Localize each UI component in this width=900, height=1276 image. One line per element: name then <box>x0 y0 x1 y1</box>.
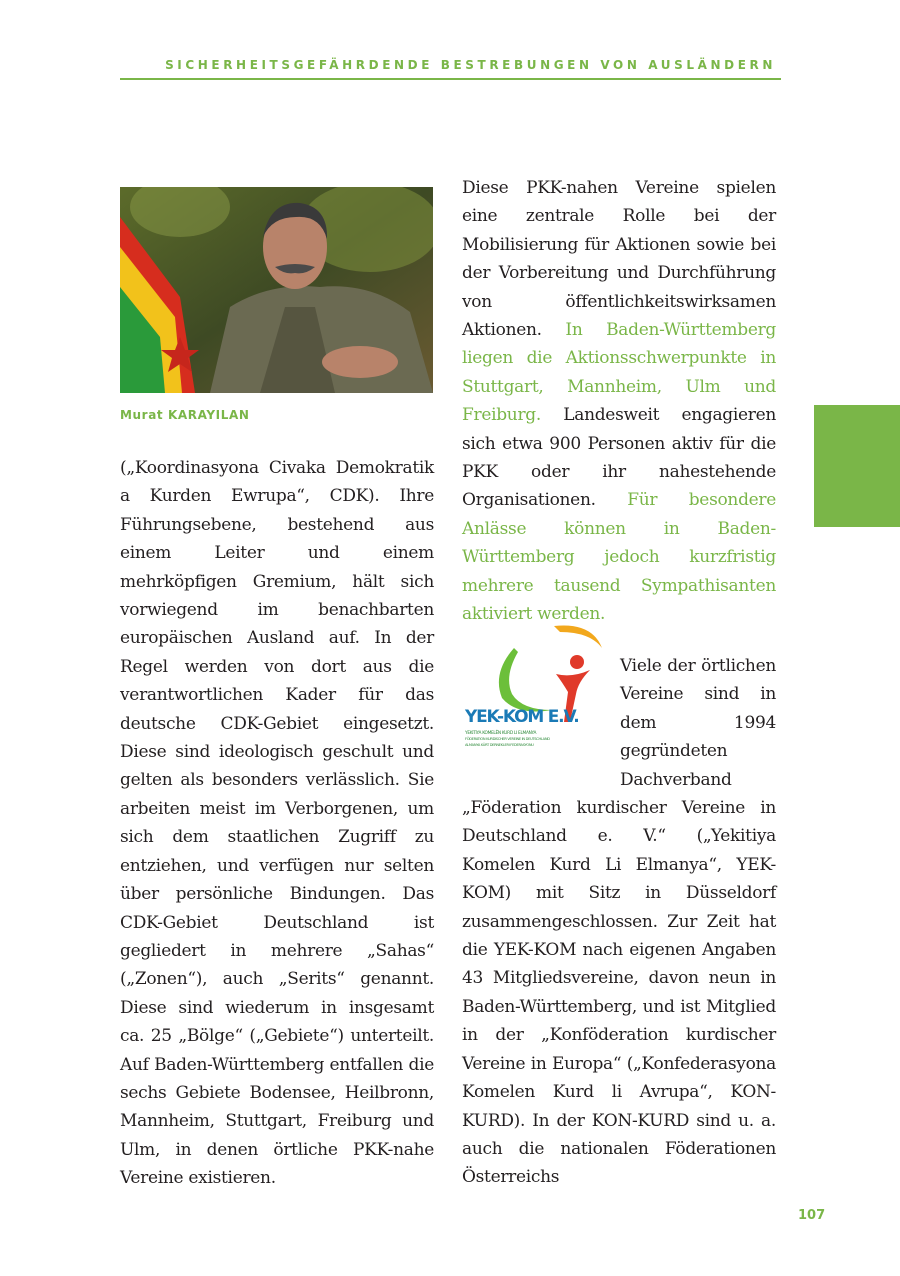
portrait-photo <box>120 187 433 393</box>
right-column-paragraph-1 <box>462 174 776 629</box>
para2-text: Viele der örtlichen Vereine sind in dem 1994 gegründeten Dachverband „Föderation kurdischer Vereine in Deutschland e. V.“ („Yekitiya Komelen Kurd Li Elmanya“, YEK-KOM) mit Sitz in Düsseldorf zusammengeschlossen. Zur Zeit hat die YEK-KOM nach eigenen Angaben 43 Mitgliedsvereine, davon neun in Baden-Württemberg, und ist Mitglied in der „Konföderation kurdischer Vereine in Europa“ („Konfederasyona Komelen Kurd li Avrupa“, KON-KURD). In der KON-KURD sind u. a. auch die nationalen Föderationen Österreichs <box>462 656 776 1188</box>
para1-sentence-1: Diese PKK-nahen Vereine spielen eine zentrale Rolle bei der Mobilisierung für Aktionen sowie bei der Vorbereitung und Durchführung von öffentlichkeitswirksamen Aktionen. <box>462 178 776 341</box>
para1-highlight-2: Für besondere Anlässe können in Baden-Württemberg jedoch kurzfristig mehrere tausend Sympathisanten aktiviert werden. <box>462 490 777 625</box>
page-number: 107 <box>798 1208 826 1223</box>
logo-line-1: YEKITIYA KOMELÊN KURD LI ELMANYA <box>465 731 537 736</box>
left-column-text: („Koordinasyona Civaka Demokratik a Kurden Ewrupa“, CDK). Ihre Führungsebene, bestehend aus einem Leiter und einem mehrköpfigen Gremium, hält sich vorwiegend im benachbarten europäischen Ausland auf. In der Regel werden von dort aus die verantwortlichen Kader für das deutsche CDK-Gebiet eingesetzt. Diese sind ideologisch geschult und gelten als besonders verlässlich. Sie arbeiten meist im Verborgenen, um sich dem staatlichen Zugriff zu entziehen, und verfügen nur selten über persönliche Bindungen. Das CDK-Gebiet Deutschland ist gegliedert in mehrere „Sahas“ („Zonen“), auch „Serits“ genannt. Diese sind wiederum in insgesamt ca. 25 „Bölge“ („Gebiete“) unterteilt. Auf Baden-Württemberg entfallen die sechs Gebiete Bodensee, Heilbronn, Mannheim, Stuttgart, Freiburg und Ulm, in denen örtliche PKK-nahe Vereine existieren. <box>120 458 434 1189</box>
header-rule <box>120 78 781 80</box>
running-header: SICHERHEITSGEFÄHRDENDE BESTREBUNGEN VON AUSLÄNDERN <box>165 58 776 72</box>
yek-kom-logo <box>462 618 610 766</box>
para1-highlight-1: In Baden-Württemberg liegen die Aktionsschwerpunkte in Stuttgart, Mannheim, Ulm und Freiburg. <box>462 320 777 426</box>
right-column-paragraph-2 <box>462 652 776 1192</box>
chapter-side-tab <box>814 405 900 527</box>
logo-line-2: FÖDERATION KURDISCHER VEREINE IN DEUTSCHLAND <box>465 737 550 741</box>
photo-caption: Murat KARAYILAN <box>120 408 250 422</box>
logo-line-3: ALMANYA KÜRT DERNEKLERI FEDERASYONU <box>465 743 534 747</box>
para1-sentence-2: Landesweit engagieren sich etwa 900 Personen aktiv für die PKK oder ihr nahestehende Organisationen. <box>462 405 776 511</box>
logo-name: YEK-KOM E.V. <box>465 707 579 727</box>
